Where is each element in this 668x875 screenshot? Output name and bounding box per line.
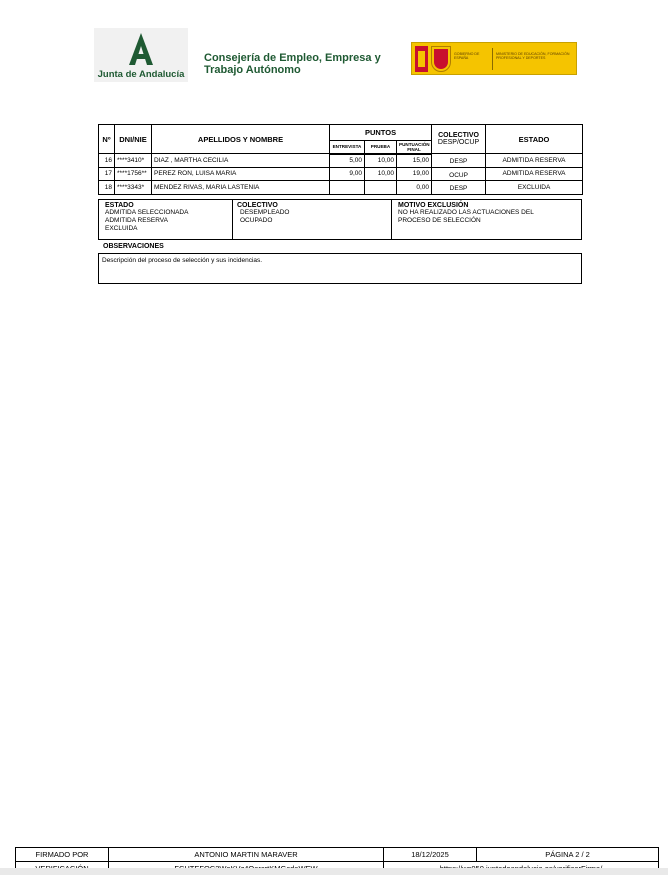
cell-nombre: PEREZ RON, LUISA MARIA (152, 167, 330, 181)
divider (232, 200, 233, 239)
firma-date: 18/12/2025 (384, 848, 477, 862)
legend-colectivo-item: OCUPADO (240, 217, 273, 224)
coat-of-arms-icon (432, 47, 450, 71)
table-row (99, 181, 583, 195)
junta-logo-icon (128, 32, 154, 66)
observaciones-box (98, 253, 582, 284)
header-colectivo-sub: DESP/OCUP (437, 139, 480, 146)
header-colectivo-title: COLECTIVO (438, 132, 479, 139)
header-nombre: APELLIDOS Y NOMBRE (152, 125, 330, 154)
cell-dni: ****3343* (115, 181, 152, 195)
header-dni: DNI/NIE (115, 125, 152, 154)
header-entrevista: ENTREVISTA (330, 141, 365, 154)
legend-motivo-item: NO HA REALIZADO LAS ACTUACIONES DEL (398, 209, 534, 216)
header-colectivo (432, 125, 486, 154)
cell-final: 15,00 (397, 154, 432, 168)
cell-entrevista (330, 181, 365, 195)
cell-dni: ****3410* (115, 154, 152, 168)
legend-estado (105, 202, 188, 233)
cell-estado: ADMITIDA RESERVA (486, 154, 583, 168)
cell-final: 0,00 (397, 181, 432, 195)
cell-estado: ADMITIDA RESERVA (486, 167, 583, 181)
legend-motivo-item: PROCESO DE SELECCIÓN (398, 217, 481, 224)
firmante-name: ANTONIO MARTIN MARAVER (109, 848, 384, 862)
page-number: PÁGINA 2 / 2 (477, 848, 659, 862)
legend-motivo (398, 202, 534, 225)
cell-n: 17 (99, 167, 115, 181)
consejeria-title: Consejería de Empleo, Empresa y Trabajo Autónomo (204, 52, 381, 76)
table-row (99, 167, 583, 181)
legend-colectivo-item: DESEMPLEADO (240, 209, 290, 216)
legend-estado-item: EXCLUIDA (105, 225, 138, 232)
divider (391, 200, 392, 239)
cell-final: 19,00 (397, 167, 432, 181)
firmado-label: FIRMADO POR (16, 848, 109, 862)
cell-prueba (365, 181, 397, 195)
cell-nombre: MENDEZ RIVAS, MARIA LASTENIA (152, 181, 330, 195)
junta-logo-text: Junta de Andalucía (97, 69, 185, 80)
gobierno-espana-logo (411, 42, 577, 75)
cell-entrevista: 5,00 (330, 154, 365, 168)
gobierno-text: GOBIERNO DE ESPAÑA (454, 52, 480, 60)
results-table (98, 124, 583, 195)
ministerio-text: MINISTERIO DE EDUCACIÓN, FORMACIÓN PROFESIONAL Y DEPORTES (496, 52, 570, 60)
cell-prueba: 10,00 (365, 154, 397, 168)
header-puntuacion-final: PUNTUACIÓN FINAL (397, 141, 432, 154)
header-estado: ESTADO (486, 125, 583, 154)
cell-estado: EXCLUIDA (486, 181, 583, 195)
viewer-bottom-bar (0, 868, 668, 875)
legend-box (98, 199, 582, 240)
cell-prueba: 10,00 (365, 167, 397, 181)
observaciones-text: Descripción del proceso de selección y sus incidencias. (102, 257, 263, 264)
cell-n: 18 (99, 181, 115, 195)
observaciones-title: OBSERVACIONES (103, 243, 164, 250)
legend-motivo-title: MOTIVO EXCLUSIÓN (398, 202, 469, 209)
cell-dni: ****1756** (115, 167, 152, 181)
legend-colectivo-title: COLECTIVO (237, 202, 278, 209)
legend-estado-title: ESTADO (105, 202, 134, 209)
junta-andalucia-logo (94, 28, 188, 82)
cell-entrevista: 9,00 (330, 167, 365, 181)
table-row (99, 154, 583, 168)
legend-colectivo (237, 202, 290, 225)
header-prueba: PRUEBA (365, 141, 397, 154)
cell-colectivo: OCUP (432, 167, 486, 181)
legend-estado-item: ADMITIDA SELECCIONADA (105, 209, 189, 216)
cell-colectivo: DESP (432, 181, 486, 195)
header-n: Nº (99, 125, 115, 154)
legend-estado-item: ADMITIDA RESERVA (105, 217, 168, 224)
cell-colectivo: DESP (432, 154, 486, 168)
cell-nombre: DIAZ , MARTHA CECILIA (152, 154, 330, 168)
header-puntos: PUNTOS (330, 125, 432, 141)
cell-n: 16 (99, 154, 115, 168)
